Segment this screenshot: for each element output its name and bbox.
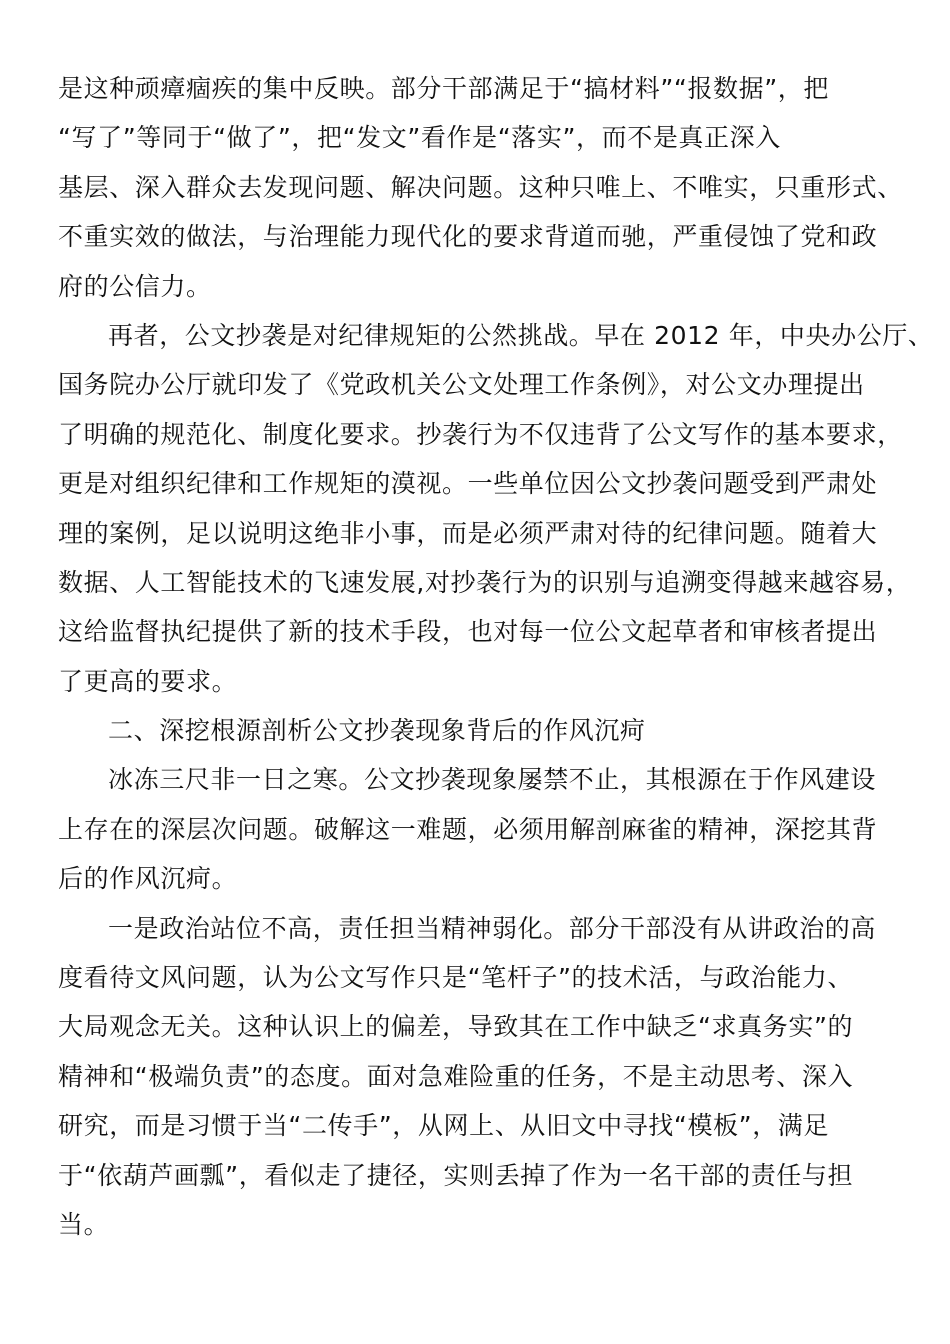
text-line: 府的公信力。 [58, 271, 212, 301]
text-line: 于“依葫芦画瓢”，看似走了捷径，实则丢掉了作为一名干部的责任与担 [58, 1160, 854, 1190]
text-line: 基层、深入群众去发现问题、解决问题。这种只唯上、不唯实，只重形式、 [58, 172, 903, 202]
text-line: 大局观念无关。这种认识上的偏差，导致其在工作中缺乏“求真务实”的 [58, 1012, 854, 1042]
paragraph-start-line: 冰冻三尺非一日之寒。公文抄袭现象屡禁不止，其根源在于作风建设 [108, 765, 877, 795]
text-line: “写了”等同于“做了”，把“发文”看作是“落实”，而不是真正深入 [58, 123, 781, 153]
text-line: 更是对组织纪律和工作规矩的漠视。一些单位因公文抄袭问题受到严肃处 [58, 469, 878, 499]
text-line: 研究，而是习惯于当“二传手”，从网上、从旧文中寻找“模板”，满足 [58, 1111, 830, 1141]
paragraph-start-line: 再者，公文抄袭是对纪律规矩的公然挑战。早在 2012 年，中央办公厅、 [108, 320, 934, 350]
text-line: 了明确的规范化、制度化要求。抄袭行为不仅违背了公文写作的基本要求， [58, 419, 903, 449]
text-line: 上存在的深层次问题。破解这一难题，必须用解剖麻雀的精神，深挖其背 [58, 814, 878, 844]
text-line: 当。 [58, 1209, 110, 1239]
text-line: 度看待文风问题，认为公文写作只是“笔杆子”的技术活，与政治能力、 [58, 963, 854, 993]
document-body [58, 64, 934, 1249]
text-line: 理的案例，足以说明这绝非小事，而是必须严肃对待的纪律问题。随着大 [58, 518, 878, 548]
text-line: 数据、人工智能技术的飞速发展,对抄袭行为的识别与追溯变得越来越容易， [58, 567, 912, 597]
text-line: 是这种顽瘴痼疾的集中反映。部分干部满足于“搞材料”“报数据”，把 [58, 74, 830, 103]
text-line: 精神和“极端负责”的态度。面对急难险重的任务，不是主动思考、深入 [58, 1061, 854, 1091]
text-line: 后的作风沉疴。 [58, 864, 238, 894]
text-line: 不重实效的做法，与治理能力现代化的要求背道而驰，严重侵蚀了党和政 [58, 222, 878, 252]
text-line: 这给监督执纪提供了新的技术手段，也对每一位公文起草者和审核者提出 [58, 617, 878, 647]
section-heading: 二、深挖根源剖析公文抄袭现象背后的作风沉疴 [108, 716, 646, 746]
text-line: 国务院办公厅就印发了《党政机关公文处理工作条例》，对公文办理提出 [58, 370, 865, 400]
text-line: 了更高的要求。 [58, 666, 238, 696]
paragraph-start-line: 一是政治站位不高，责任担当精神弱化。部分干部没有从讲政治的高 [108, 913, 877, 943]
